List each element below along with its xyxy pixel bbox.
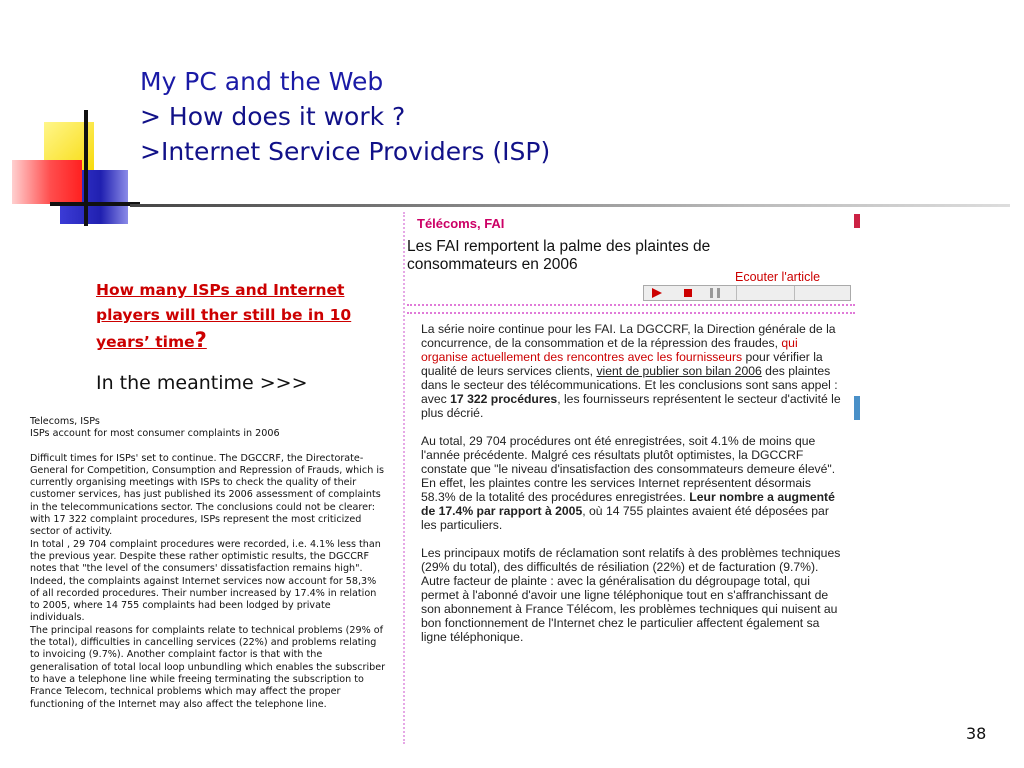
question-link[interactable] xyxy=(96,278,366,355)
title-line-2: > How does it work ? xyxy=(140,102,406,131)
slide-title xyxy=(140,64,550,169)
edge-mark xyxy=(854,214,860,228)
dotted-separator xyxy=(407,304,855,314)
meantime-text: In the meantime >>> xyxy=(96,372,308,394)
article-body xyxy=(421,322,841,658)
p1-text: , les fournisseurs représentent le secteur d'activité le plus décrié. xyxy=(421,392,841,420)
p1-highlight[interactable]: qui organise actuellement des rencontres avec les fournisseurs xyxy=(421,336,798,364)
logo-red-square xyxy=(12,160,82,204)
question-mark: ? xyxy=(194,328,207,352)
p1-text: des plaintes dans le secteur des télécommunications. Et les conclusions sont sans appel : avec xyxy=(421,364,838,406)
logo-horizontal-bar xyxy=(50,202,140,206)
article-paragraph-1 xyxy=(421,322,841,420)
player-divider xyxy=(794,286,795,300)
p2-text: Au total, 29 704 procédures ont été enregistrées, soit 4.1% de moins que l'année précédente. Malgré ces résultats plutôt optimistes, la DGCCRF constate que "le niveau d'insatisfaction des consommateurs demeure élevé". En effet, les plaintes contre les services Internet représentent désormais 58.3% de la totalité des procédures enregistrées. xyxy=(421,434,836,504)
translation-heading-2: ISPs account for most consumer complaints in 2006 xyxy=(30,428,280,440)
clipping-border xyxy=(403,212,408,744)
p1-bold: 17 322 procédures xyxy=(450,392,558,406)
article-paragraph-2 xyxy=(421,434,841,532)
translation-paragraph-3: The principal reasons for complaints relate to technical problems (29% of the total), difficulties in cancelling services (22%) and problems relating to invoicing (9.7%). Another complaint factor is that with the generalisation of total local loop unbundling which enables the subscriber to have a telephone line while freeing terminating the subscription to France Telecom, technical problems which may affect the proper functioning of the Internet may also affect the telephone line. xyxy=(30,624,386,710)
article-paragraph-3: Les principaux motifs de réclamation sont relatifs à des problèmes techniques (29% du total), des difficultés de résiliation (22%) et de facturation (9.7%). Autre facteur de plainte : avec la généralisation du dégroupage total, qui permet à l'abonné d'avoir une ligne téléphonique tout en s'affranchissant de son abonnement à France Télécom, les problèmes techniques qui nuisent au bon fonctionnement de l'Internet chez le particulier affectent également sa ligne téléphonique. xyxy=(421,546,841,644)
page-number: 38 xyxy=(966,724,987,743)
p1-text: La série noire continue pour les FAI. La DGCCRF, la Direction générale de la concurrence, de la consommation et de la répression des fraudes, xyxy=(421,322,836,350)
title-divider xyxy=(130,204,1010,207)
translation-text xyxy=(30,416,386,711)
question-text: How many ISPs and Internet players will ther still be in 10 years’ time xyxy=(96,281,352,351)
translation-paragraph-2: In total , 29 704 complaint procedures were recorded, i.e. 4.1% less than the previous year. Despite these rather optimistic results, the DGCCRF notes that "the level of the consumers' dissatisfaction remains high". Indeed, the complaints against Internet services now account for 58,3% of all recorded procedures. Their number increased by 17.4% in relation to 2005, where 14 755 complaints had been lodged by private individuals. xyxy=(30,538,381,624)
article-clipping xyxy=(403,212,861,744)
play-icon[interactable] xyxy=(652,288,662,298)
slide-logo xyxy=(10,98,140,228)
article-headline: Les FAI remportent la palme des plaintes de consommateurs en 2006 xyxy=(407,238,711,273)
stop-icon[interactable] xyxy=(684,289,692,297)
pause-icon[interactable] xyxy=(710,288,720,298)
player-divider xyxy=(736,286,737,300)
audio-player xyxy=(643,285,851,301)
article-category: Télécoms, FAI xyxy=(417,216,505,231)
p1-text: pour vérifier la qualité de leurs services clients, xyxy=(421,350,823,378)
p2-text: , où 14 755 plaintes avaient été déposées par les particuliers. xyxy=(421,504,829,532)
title-line-3: >Internet Service Providers (ISP) xyxy=(140,137,551,166)
p2-bold: Leur nombre a augmenté de 17.4% par rapport à 2005 xyxy=(421,490,835,518)
p1-link[interactable]: vient de publier son bilan 2006 xyxy=(596,364,762,378)
translation-paragraph-1: Difficult times for ISPs' set to continue. The DGCCRF, the Directorate-General for Competition, Consumption and Repression of Frauds, which is currently organising meetings with ISPs to check the quality of their customer services, has just published its 2006 assessment of complaints in the telecommunications sector. The conclusions could not be clearer: with 17 322 complaint procedures, ISPs represent the most criticized sector of activity. xyxy=(30,452,384,538)
listen-link[interactable]: Ecouter l'article xyxy=(735,270,821,284)
logo-vertical-bar xyxy=(84,110,88,226)
title-line-1: My PC and the Web xyxy=(140,67,384,96)
edge-mark xyxy=(854,396,860,420)
translation-heading-1: Telecoms, ISPs xyxy=(30,416,100,427)
